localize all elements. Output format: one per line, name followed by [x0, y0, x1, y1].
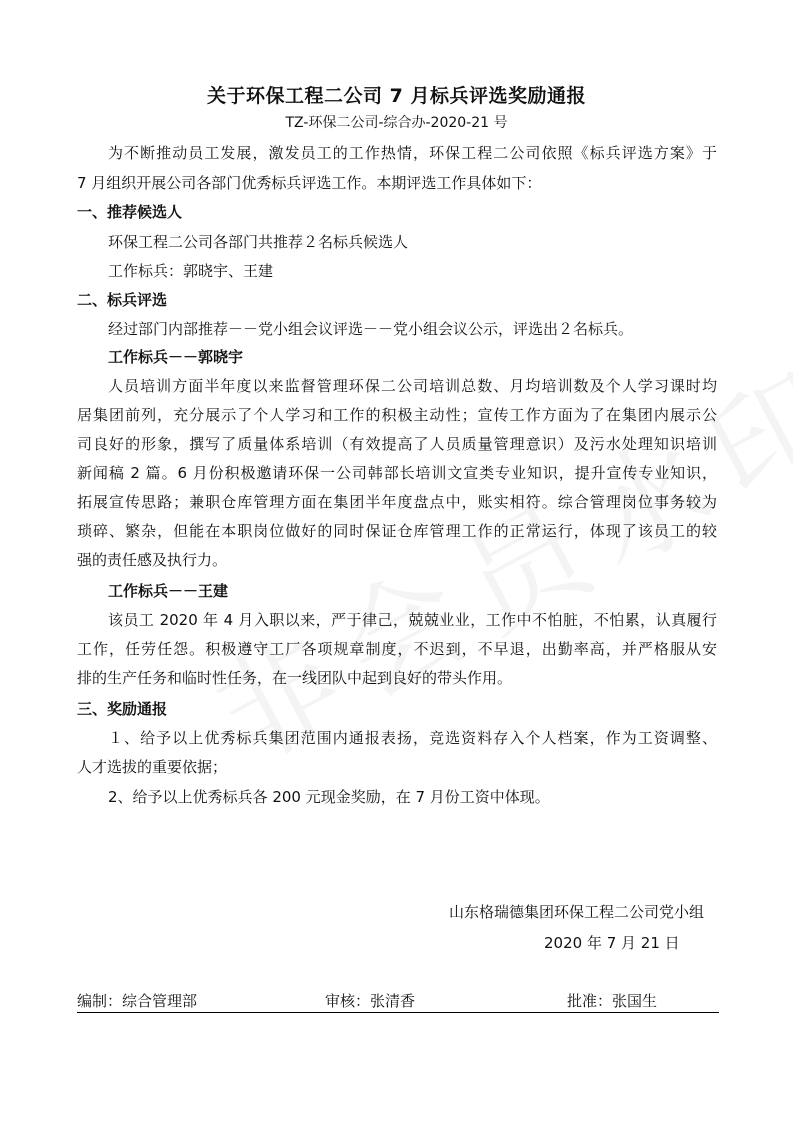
award1-line-4: 新闻稿 2 篇。6 月份积极邀请环保一公司韩部长培训文宣类专业知识，提升宣传专业知识，: [77, 464, 717, 482]
signature-org: 山东格瑞德集团环保工程二公司党小组: [449, 903, 705, 921]
document-number: TZ-环保二公司-综合办-2020-21 号: [285, 115, 508, 131]
award2-line-1: 该员工 2020 年 4 月入职以来，严于律己，兢兢业业，工作中不怕脏，不怕累，认真履行: [108, 611, 717, 629]
section1-heading: 一、推荐候选人: [77, 203, 183, 221]
section1-line-1: 环保工程二公司各部门共推荐２名标兵候选人: [108, 233, 409, 251]
intro-line-2: 7 月组织开展公司各部门优秀标兵评选工作。本期评选工作具体如下：: [77, 174, 542, 192]
section1-line-2: 工作标兵：郭晓宇、王建: [108, 262, 274, 280]
footer-editor: 编制：综合管理部: [77, 992, 198, 1010]
section3-line-3: 2、给予以上优秀标兵各 200 元现金奖励，在 7 月份工资中体现。: [108, 788, 550, 806]
section3-line-1: １、给予以上优秀标兵集团范围内通报表扬，竞选资料存入个人档案，作为工资调整、: [108, 729, 717, 747]
award1-line-2: 居集团前列，充分展示了个人学习和工作的积极主动性；宣传工作方面为了在集团内展示公: [77, 406, 717, 424]
footer-divider: [77, 1012, 719, 1013]
document-title: 关于环保工程二公司 7 月标兵评选奖励通报: [207, 85, 586, 107]
award1-line-5: 拓展宣传思路；兼职仓库管理方面在集团半年度盘点中，账实相符。综合管理岗位事务较为: [77, 493, 717, 511]
award2-line-2: 工作，任劳任怨。积极遵守工厂各项规章制度，不迟到，不早退，出勤率高，并严格服从安: [77, 640, 717, 658]
award1-line-7: 强的责任感及执行力。: [77, 551, 228, 569]
award2-line-3: 排的生产任务和临时性任务，在一线团队中起到良好的带头作用。: [77, 669, 513, 687]
footer-approver: 批准：张国生: [567, 992, 658, 1010]
footer-reviewer: 审核：张清香: [325, 992, 416, 1010]
intro-line-1: 为不断推动员工发展，激发员工的工作热情，环保工程二公司依照《标兵评选方案》于: [108, 144, 717, 162]
section3-heading: 三、奖励通报: [77, 700, 168, 718]
award1-heading: 工作标兵－－郭晓宇: [108, 348, 244, 366]
section2-heading: 二、标兵评选: [77, 291, 168, 309]
award1-line-1: 人员培训方面半年度以来监督管理环保二公司培训总数、月均培训数及个人学习课时均: [108, 377, 717, 395]
section3-line-2: 人才选拔的重要依据；: [77, 758, 228, 776]
award2-heading: 工作标兵－－王建: [108, 582, 229, 600]
signature-date: 2020 年 7 月 21 日: [544, 934, 680, 952]
award1-line-6: 琐碎、繁杂，但能在本职岗位做好的同时保证仓库管理工作的正常运行，体现了该员工的较: [77, 522, 717, 540]
section2-line: 经过部门内部推荐－－党小组会议评选－－党小组会议公示，评选出２名标兵。: [108, 320, 634, 338]
award1-line-3: 司良好的形象，撰写了质量体系培训（有效提高了人员质量管理意识）及污水处理知识培训: [77, 435, 717, 453]
